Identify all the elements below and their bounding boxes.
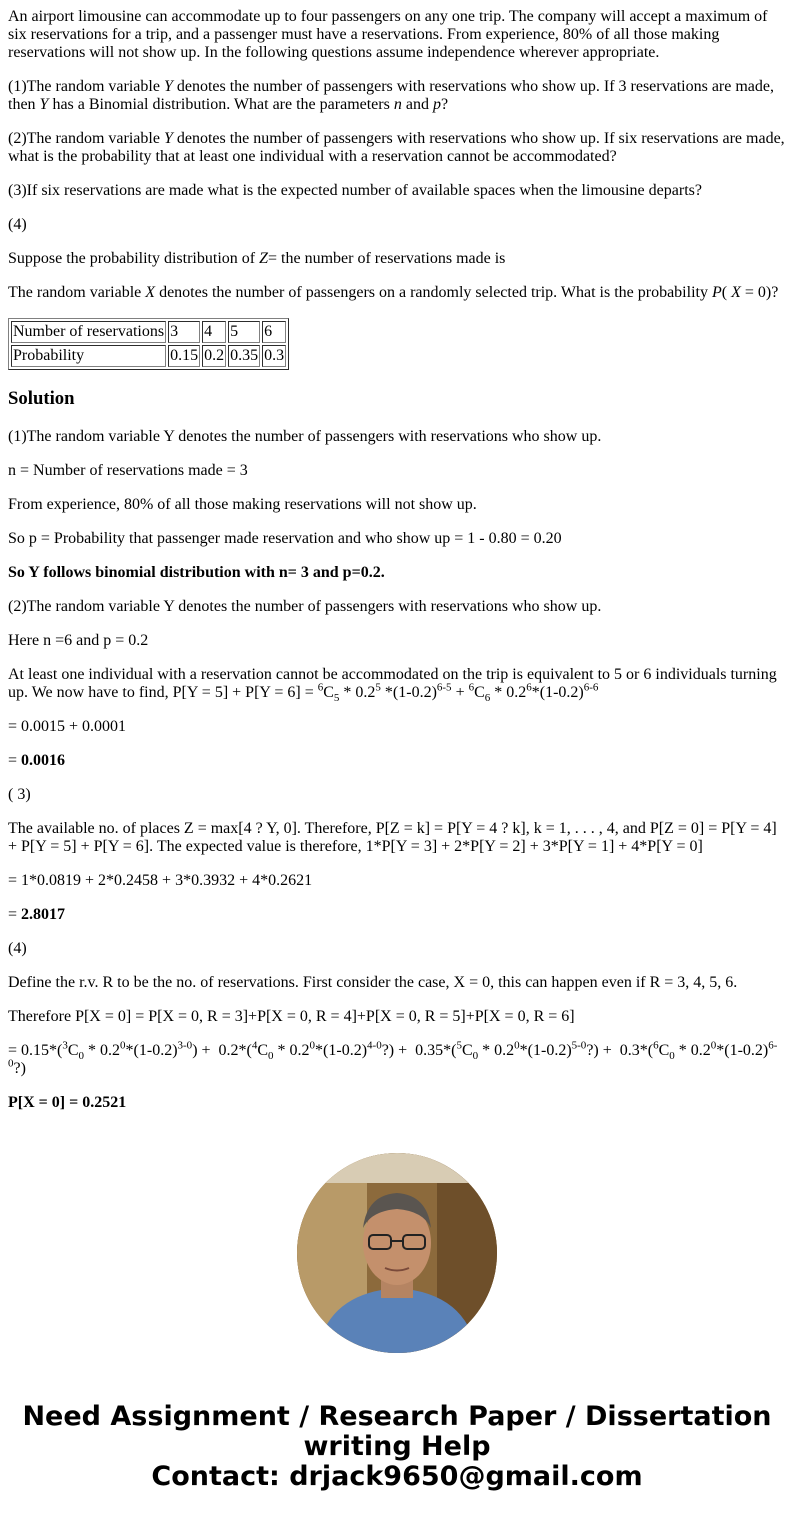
solution-4-label: (4) [8, 940, 27, 957]
solution-3-line: The available no. of places Z = max[4 ? Y, 0]. Therefore, P[Z = k] = P[Y = 4 ? k], k = 1, . . . , 4, and P[Z = 0] = P[Y = 4] + P[Y = 5] + P[Y = 6]. The expected value is therefore, 1*P[Y = 3] + 2*P[Y = 2] + 3*P[Y = 1] + 4*P[Y = 0] [8, 820, 777, 855]
table-cell: 3 [168, 321, 200, 343]
question-2: (2)The random variable Y denotes the number of passengers with reservations who show up. If six reservations are made, what is the probability that at least one individual with a reservation cannot be accommodated? [8, 130, 785, 165]
promo-text [0, 1402, 794, 1492]
promo-footer [0, 1122, 794, 1523]
table-cell: Probability [11, 345, 166, 367]
document-body [8, 0, 786, 1122]
solution-1-answer: So Y follows binomial distribution with n= 3 and p=0.2. [8, 564, 385, 581]
table-cell: 4 [202, 321, 226, 343]
question-4-x: The random variable X denotes the number of passengers on a randomly selected trip. What is the probability P( X = 0)? [8, 284, 779, 301]
table-cell: 0.2 [202, 345, 226, 367]
table-cell: 0.35 [228, 345, 260, 367]
person-photo-icon [297, 1153, 497, 1353]
question-4-label: (4) [8, 216, 27, 233]
solution-1-line: From experience, 80% of all those making reservations will not show up. [8, 496, 477, 513]
table-row [11, 321, 286, 343]
solution-1-line: (1)The random variable Y denotes the number of passengers with reservations who show up. [8, 428, 602, 445]
solution-2-line: (2)The random variable Y denotes the number of passengers with reservations who show up. [8, 598, 602, 615]
solution-3-line: = 1*0.0819 + 2*0.2458 + 3*0.3932 + 4*0.2621 [8, 872, 313, 889]
solution-2-formula: At least one individual with a reservation cannot be accommodated on the trip is equivalent to 5 or 6 individuals turning up. We now have to find, $P[Y = 5] + P[Y = 6] = ^6C_5 * 0.2^5$ $*(1-0.2)^{6-5} + ^6C_6 * 0.2^6*(1-0.2)^{6-6}$ [8, 666, 777, 705]
table-cell: 5 [228, 321, 260, 343]
solution-2-answer: = 0.0016 [8, 752, 66, 769]
question-1: (1)The random variable Y denotes the number of passengers with reservations who show up. If 3 reservations are made, then Y has a Binomial distribution. What are the parameters n and p? [8, 78, 775, 113]
question-intro: An airport limousine can accommodate up to four passengers on any one trip. The company will accept a maximum of six reservations for a trip, and a passenger must have a reservations. From experience, 80% of all those making reservations will not show up. In the following questions assume independence wherever appropriate. [8, 8, 768, 61]
reservation-table [8, 318, 289, 370]
solution-heading: Solution [8, 388, 75, 409]
solution-2-line: Here n =6 and p = 0.2 [8, 632, 149, 649]
table-cell: 6 [262, 321, 286, 343]
solution-1-line: So p = Probability that passenger made reservation and who show up = 1 - 0.80 = 0.20 [8, 530, 562, 547]
solution-4-answer: P[X = 0] = 0.2521 [8, 1094, 127, 1111]
table-cell: 0.15 [168, 345, 200, 367]
table-cell: Number of reservations [11, 321, 166, 343]
solution-3-answer: = 2.8017 [8, 906, 66, 923]
table-row [11, 345, 286, 367]
solution-4-formula: = $0.15*(^3C_0 * 0.2^0*(1-0.2)^{3-0}) + 0.2*(^4C_0$ * $0.2^0*(1-0.2)^{4-0}?) + 0.35*(^5C_0$ * $0.2^0*(1-0.2)^{5-0}?) + 0.3*(^6C_0$ * $0.2^0*(1-0.2)^{6-0}$?) [8, 1039, 778, 1077]
author-avatar [297, 1153, 497, 1353]
solution-4-line: Therefore P[X = 0] = P[X = 0, R = 3]+P[X = 0, R = 4]+P[X = 0, R = 5]+P[X = 0, R = 6] [8, 1008, 575, 1025]
question-4-distribution: Suppose the probability distribution of Z= the number of reservations made is [8, 250, 506, 267]
solution-3-label: ( 3) [8, 786, 31, 803]
solution-2-line: = 0.0015 + 0.0001 [8, 718, 127, 735]
table-cell: 0.3 [262, 345, 286, 367]
solution-4-line: Define the r.v. R to be the no. of reservations. First consider the case, X = 0, this can happen even if R = 3, 4, 5, 6. [8, 974, 738, 991]
solution-1-line: n = Number of reservations made = 3 [8, 462, 248, 479]
promo-line: writing Help [303, 1431, 491, 1462]
question-3: (3)If six reservations are made what is the expected number of available spaces when the limousine departs? [8, 182, 702, 199]
promo-line: Need Assignment / Research Paper / Dissertation [22, 1401, 772, 1432]
promo-contact: Contact: drjack9650@gmail.com [151, 1461, 643, 1492]
